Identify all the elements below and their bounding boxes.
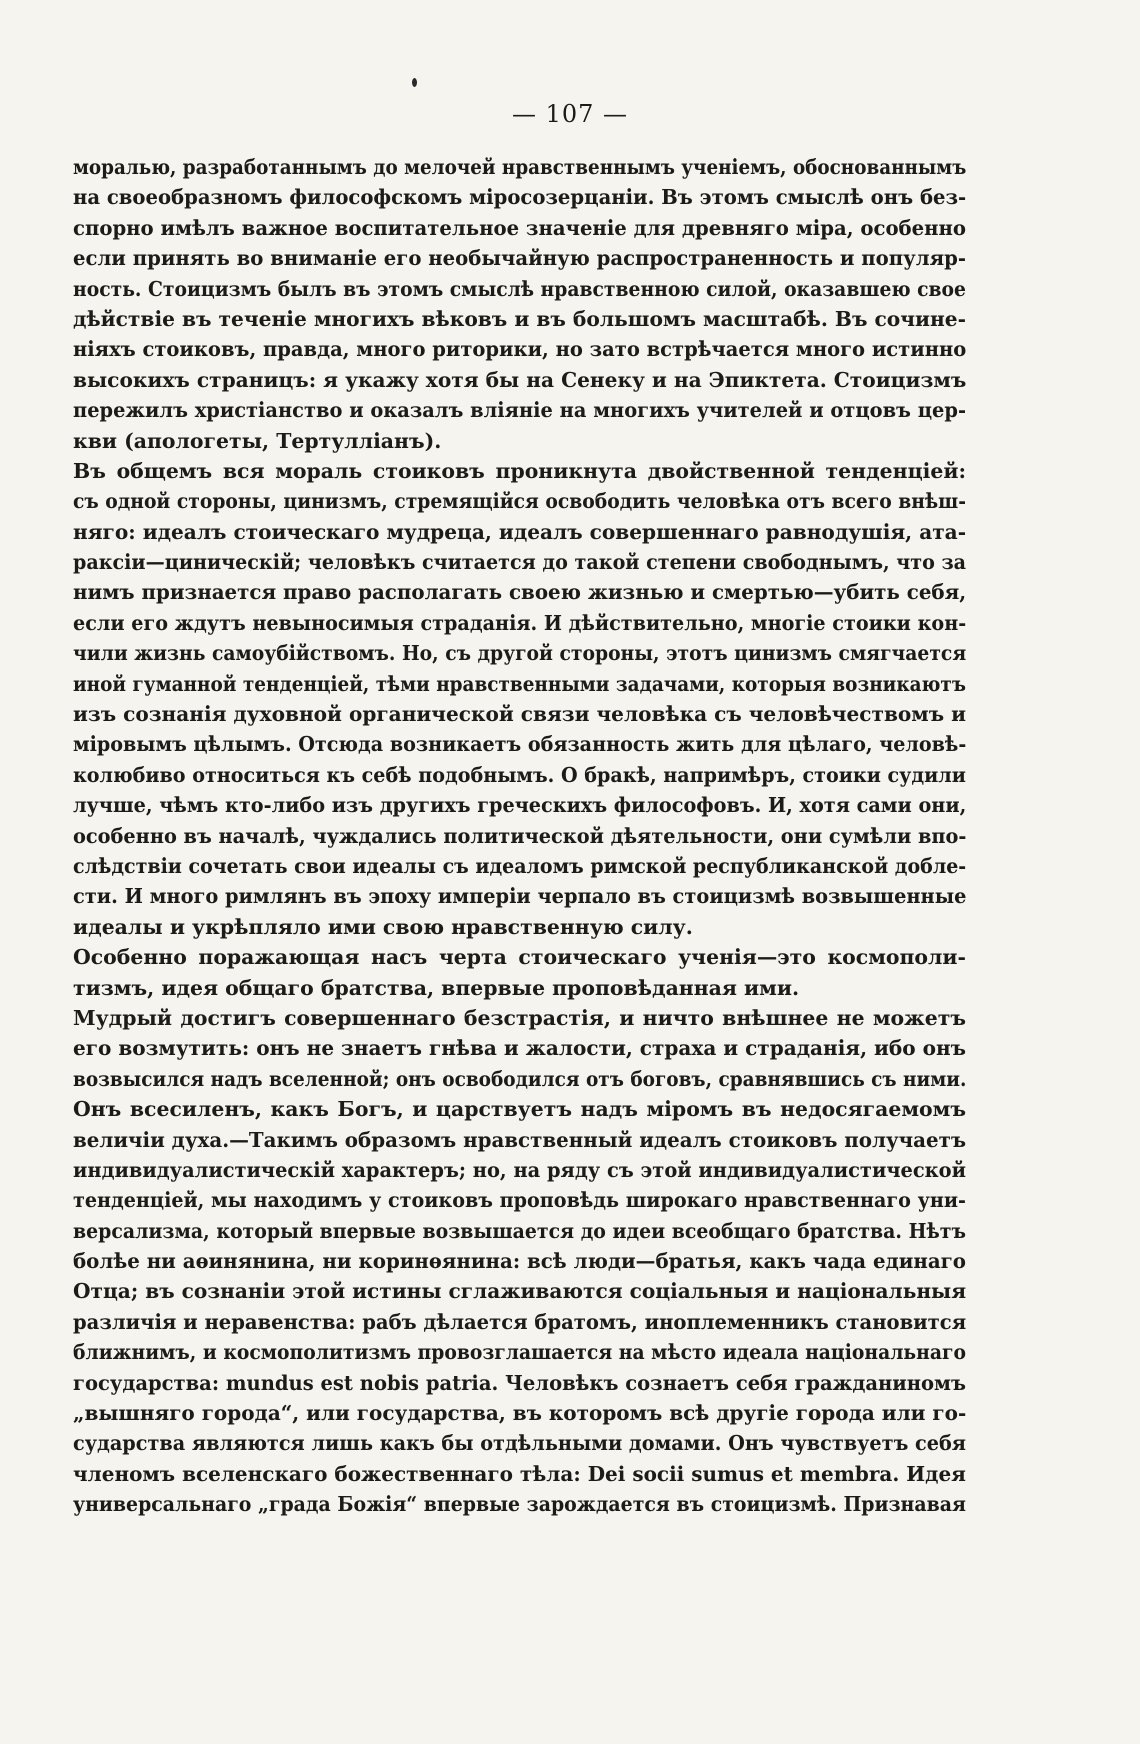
body-text: [73, 152, 966, 1520]
text-line: возвысился надъ вселенной; онъ освободился отъ боговъ, сравнявшись съ ними.: [73, 1066, 967, 1091]
text-line: членомъ вселенскаго божественнаго тѣла: Dei socii sumus et membra. Идея: [73, 1461, 966, 1486]
text-line: Въ общемъ вся мораль стоиковъ проникнута двойственной тенденціей:: [73, 458, 966, 483]
text-line: Отца; въ сознаніи этой истины сглаживаются соціальныя и національныя: [73, 1279, 967, 1304]
text-line: Мудрый достигъ совершеннаго безстрастія, и ничто внѣшнее не можетъ: [73, 1005, 966, 1030]
text-line: универсальнаго „града Божія“ впервые зарождается въ стоицизмѣ. Признавая: [73, 1492, 966, 1517]
text-line: сударства являются лишь какъ бы отдѣльными домами. Онъ чувствуетъ себя: [73, 1431, 967, 1456]
text-line: на своеобразномъ философскомъ міросозерцаніи. Въ этомъ смыслѣ онъ без-: [73, 185, 967, 210]
text-line: міровымъ цѣлымъ. Отсюда возникаетъ обязанность жить для цѣлаго, человѣ-: [73, 732, 967, 757]
ink-speck: [412, 78, 417, 87]
text-line: ніяхъ стоиковъ, правда, много риторики, но зато встрѣчается много истинно: [73, 337, 967, 362]
text-line: тизмъ, идея общаго братства, впервые проповѣданная ими.: [73, 975, 800, 1000]
text-line: болѣе ни аѳинянина, ни коринѳянина: всѣ люди—братья, какъ чада единаго: [73, 1249, 967, 1274]
text-line: ближнимъ, и космополитизмъ провозглашается на мѣсто идеала національнаго: [73, 1340, 966, 1365]
text-line: изъ сознанія духовной органической связи человѣка съ человѣчествомъ и: [73, 702, 967, 727]
text-line: версализма, который впервые возвышается до идеи всеобщаго братства. Нѣтъ: [73, 1218, 966, 1243]
text-line: если принять во вниманіе его необычайную распространенность и популяр-: [73, 246, 966, 271]
text-line: различія и неравенства: рабъ дѣлается братомъ, иноплеменникъ становится: [73, 1309, 967, 1334]
text-line: слѣдствіи сочетать свои идеалы съ идеаломъ римской республиканской добле-: [73, 853, 967, 878]
text-line: Особенно поражающая насъ черта стоическаго ученія—это космополи-: [73, 945, 966, 970]
text-line: сти. И много римлянъ въ эпоху имперіи черпало въ стоицизмѣ возвышенные: [73, 884, 967, 909]
text-line: колюбиво относиться къ себѣ подобнымъ. О бракѣ, напримѣръ, стоики судили: [73, 762, 966, 787]
text-line: спорно имѣлъ важное воспитательное значеніе для древняго міра, особенно: [73, 215, 967, 240]
text-line: няго: идеалъ стоическаго мудреца, идеалъ совершеннаго равнодушія, ата-: [73, 519, 967, 544]
text-line: Онъ всесиленъ, какъ Богъ, и царствуетъ надъ міромъ въ недосягаемомъ: [73, 1097, 966, 1122]
text-line: иной гуманной тенденціей, тѣми нравственными задачами, которыя возникаютъ: [73, 671, 966, 696]
text-line: съ одной стороны, цинизмъ, стремящійся освободить человѣка отъ всего внѣш-: [73, 489, 967, 514]
text-line: „вышняго города“, или государства, въ которомъ всѣ другіе города или го-: [73, 1401, 967, 1426]
page-number: — 107 —: [511, 100, 629, 128]
text-line: высокихъ страницъ: я укажу хотя бы на Сенеку и на Эпиктета. Стоицизмъ: [73, 367, 967, 392]
text-line: идеалы и укрѣпляло ими свою нравственную силу.: [73, 914, 693, 939]
text-line: кви (апологеты, Тертулліанъ).: [73, 428, 442, 453]
text-line: особенно въ началѣ, чуждались политической дѣятельности, они сумѣли впо-: [73, 823, 967, 848]
text-line: раксіи—циническій; человѣкъ считается до такой степени свободнымъ, что за: [73, 550, 967, 575]
text-line: нимъ признается право располагать своею жизнью и смертью—убить себя,: [73, 580, 967, 605]
text-line: дѣйствіе въ теченіе многихъ вѣковъ и въ большомъ масштабѣ. Въ сочине-: [73, 306, 966, 331]
text-line: его возмутить: онъ не знаетъ гнѣва и жалости, страха и страданія, ибо онъ: [73, 1036, 967, 1061]
text-line: государства: mundus est nobis patria. Человѣкъ сознаетъ себя гражданиномъ: [73, 1370, 966, 1395]
text-line: моралью, разработаннымъ до мелочей нравственнымъ ученіемъ, обоснованнымъ: [73, 155, 967, 179]
text-line: чили жизнь самоубійствомъ. Но, съ другой стороны, этотъ цинизмъ смягчается: [73, 641, 967, 666]
text-line: тенденціей, мы находимъ у стоиковъ проповѣдь широкаго нравственнаго уни-: [73, 1188, 966, 1213]
text-line: если его ждутъ невыносимыя страданія. И дѣйствительно, многіе стоики кон-: [73, 610, 967, 635]
text-line: величіи духа.—Такимъ образомъ нравственный идеалъ стоиковъ получаетъ: [73, 1127, 967, 1152]
text-line: ность. Стоицизмъ былъ въ этомъ смыслѣ нравственною силой, оказавшею свое: [73, 276, 966, 301]
text-line: индивидуалистическій характеръ; но, на ряду съ этой индивидуалистической: [73, 1157, 966, 1182]
text-line: пережилъ христіанство и оказалъ вліяніе на многихъ учителей и отцовъ цер-: [73, 398, 966, 423]
text-line: лучше, чѣмъ кто-либо изъ другихъ греческихъ философовъ. И, хотя сами они,: [73, 793, 967, 818]
